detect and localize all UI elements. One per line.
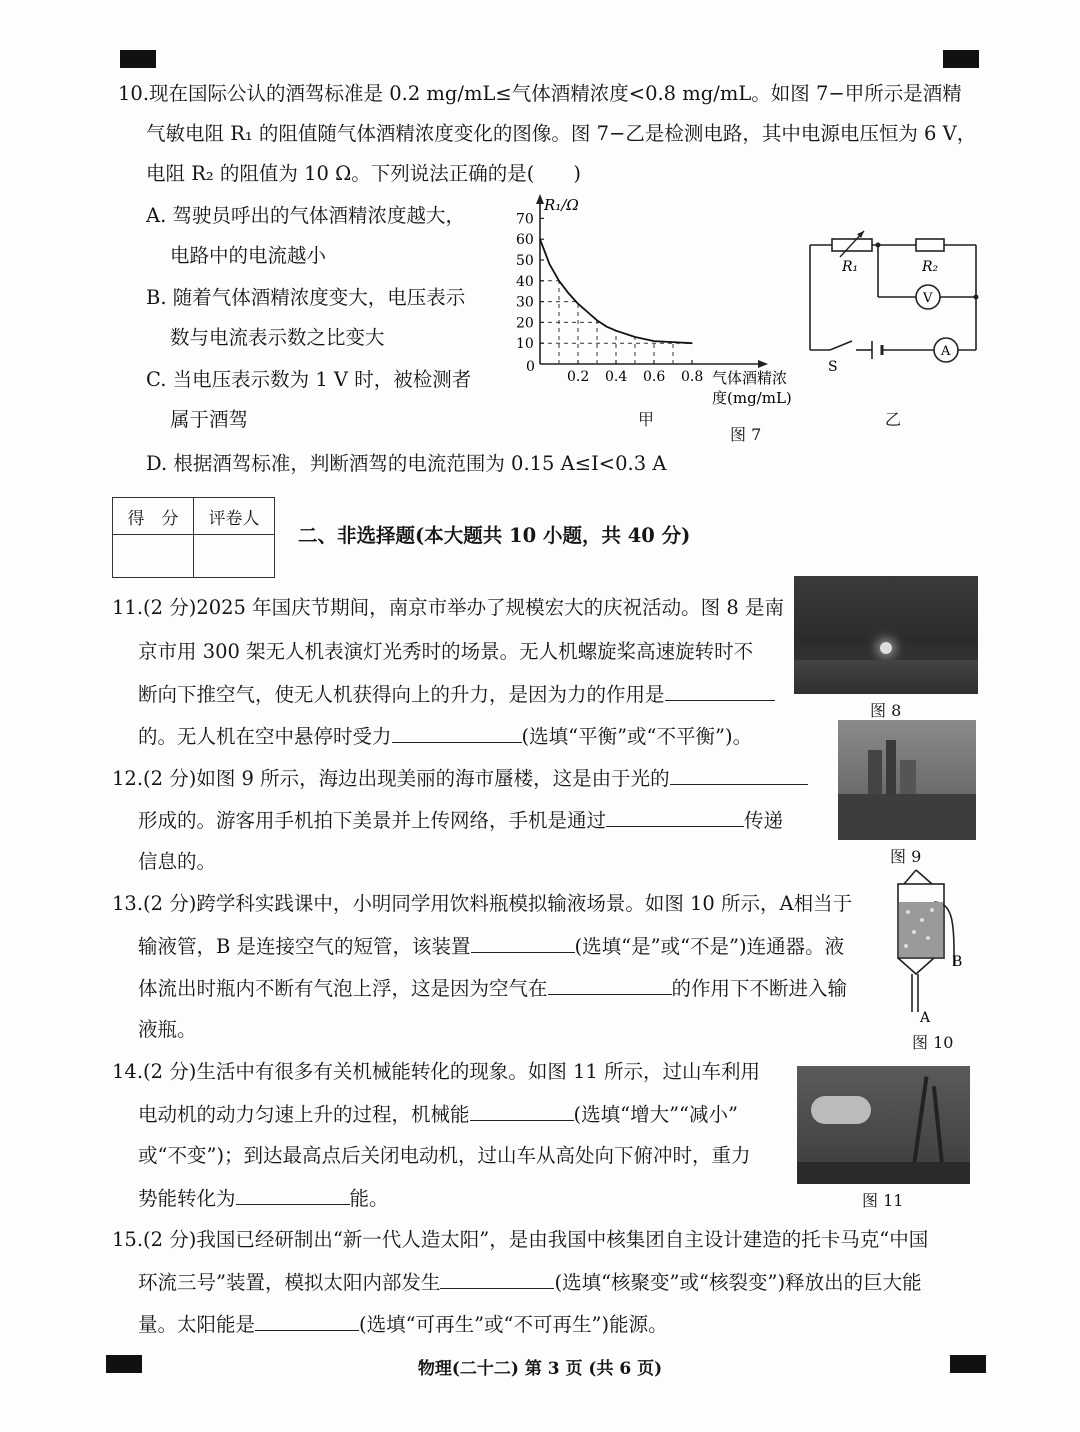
q13-line3-text-b: 的作用下不断进入输 [671, 977, 848, 1000]
q15-line2-text-a: 环流三号”装置，模拟太阳内部发生 [138, 1271, 441, 1294]
r1-curve [540, 239, 692, 343]
q14-line4-text-b: 能。 [349, 1187, 389, 1210]
fig7-circuit-caption: 乙 [885, 410, 902, 429]
q12-line2 [138, 806, 783, 834]
q13-line2-text-a: 输液管，B 是连接空气的短管，该装置 [138, 935, 471, 958]
mirage-photo [838, 720, 976, 840]
y-tick-label: 60 [516, 232, 534, 249]
q10-option-b-line1: B. 随着气体酒精浓度变大，电压表示 [146, 286, 466, 309]
curve-point [539, 239, 540, 240]
q11-line4 [138, 722, 752, 750]
y-tick-label: 50 [516, 253, 534, 269]
q15-line2 [138, 1268, 922, 1296]
r2-label: R₂ [922, 259, 939, 275]
q12-line1 [112, 764, 808, 792]
q10-option-c-line1: C. 当电压表示数为 1 V 时，被检测者 [146, 368, 472, 391]
q11-line2: 京市用 300 架无人机表演灯光秀时的场景。无人机螺旋桨高速旋转时不 [138, 640, 754, 663]
q13-line3-text-a: 体流出时瓶内不断有气泡上浮，这是因为空气在 [138, 977, 548, 1000]
q10-option-a-line1: A. 驾驶员呼出的气体酒精浓度越大， [146, 204, 465, 227]
y-axis-arrow [536, 194, 544, 204]
q12-line2-text-b: 传递 [744, 809, 784, 832]
curve-point [653, 341, 654, 342]
r2-resistor [916, 239, 944, 251]
section-2-title: 二、非选择题(本大题共 10 小题，共 40 分) [298, 524, 691, 547]
q11-line4-text-b: (选填“平衡”或“不平衡”)。 [521, 725, 753, 748]
q13-line2 [138, 932, 844, 960]
curve-point [577, 303, 578, 304]
q15-blank-1[interactable] [440, 1268, 554, 1289]
q12-line2-text-a: 形成的。游客用手机拍下美景并上传网络，手机是通过 [138, 809, 607, 832]
grader-cell[interactable] [194, 535, 275, 578]
q10-option-d: D. 根据酒驾标准，判断酒驾的电流范围为 0.15 A≤I<0.3 A [146, 452, 667, 475]
page-footer: 物理(二十二) 第 3 页 (共 6 页) [417, 1359, 663, 1379]
q14-blank-2[interactable] [236, 1184, 350, 1205]
y-tick-label: 70 [516, 211, 534, 228]
y-tick-label: 30 [516, 294, 534, 311]
curve-point [596, 320, 597, 321]
q14-line3: 或“不变”)；到达最高点后关闭电动机，过山车从高处向下俯冲时，重力 [138, 1144, 751, 1167]
q13-blank-1[interactable] [471, 932, 575, 953]
roller-coaster-photo [797, 1066, 970, 1184]
curve-point [558, 280, 559, 281]
origin-label: 0 [526, 359, 535, 375]
q14-line4 [138, 1184, 389, 1212]
label-a: A [920, 1010, 931, 1026]
fig7-graph-caption: 甲 [638, 410, 655, 429]
registration-mark-top-right [943, 50, 979, 68]
fig9-caption: 图 9 [890, 847, 922, 866]
x-axis-arrow [758, 360, 768, 368]
fig7-caption: 图 7 [730, 425, 762, 444]
r1-label: R₁ [842, 259, 859, 275]
x-tick-label: 0.8 [681, 369, 704, 385]
score-header: 得 分 [113, 498, 194, 535]
q14-line2 [138, 1100, 738, 1128]
x-axis-label-line1: 气体酒精浓 [712, 369, 788, 387]
y-tick-label: 40 [516, 273, 534, 290]
q15-blank-2[interactable] [255, 1310, 359, 1331]
curve-point [606, 326, 607, 327]
q10-option-a-line2: 电路中的电流越小 [170, 244, 327, 267]
curve-point [549, 264, 550, 265]
detection-circuit-diagram [800, 225, 990, 375]
y-tick-label: 10 [516, 336, 534, 353]
q14-line4-text-a: 势能转化为 [138, 1187, 236, 1210]
q10-line2: 气敏电阻 R₁ 的阻值随气体酒精浓度变化的图像。图 7−乙是检测电路，其中电源电压恒为 6 V， [146, 122, 977, 145]
q11-blank-2[interactable] [392, 722, 522, 743]
y-axis-label: R₁/Ω [544, 196, 579, 214]
score-cell[interactable] [113, 535, 194, 578]
score-table [112, 497, 275, 578]
curve-point [672, 342, 673, 343]
q14-line2-text-b: (选填“增大”“减小” [573, 1103, 738, 1126]
ammeter-label: A [941, 344, 951, 359]
q13-line4: 液瓶。 [138, 1018, 197, 1041]
curve-point [691, 343, 692, 344]
y-tick-label: 20 [516, 315, 534, 332]
q10-option-c-line2: 属于酒驾 [170, 408, 249, 431]
q11-line4-text-a: 的。无人机在空中悬停时受力 [138, 725, 392, 748]
q15-line3-text-b: (选填“可再生”或“不可再生”)能源。 [359, 1313, 668, 1336]
q15-line1: 15.(2 分)我国已经研制出“新一代人造太阳”，是由我国中核集团自主设计建造的托卡马克“中国 [112, 1228, 929, 1251]
curve-point [634, 336, 635, 337]
q12-blank-1[interactable] [670, 764, 808, 785]
x-tick-label: 0.6 [643, 369, 666, 385]
q10-option-b-line2: 数与电流表示数之比变大 [170, 326, 385, 349]
curve-point [568, 293, 569, 294]
resistance-concentration-graph [500, 186, 820, 406]
curve-point [615, 330, 616, 331]
q14-blank-1[interactable] [470, 1100, 574, 1121]
q12-line3: 信息的。 [138, 850, 217, 873]
voltmeter-label: V [923, 291, 933, 306]
q10-line3: 电阻 R₂ 的阻值为 10 Ω。下列说法正确的是( ) [146, 162, 581, 185]
x-tick-label: 0.2 [567, 369, 590, 385]
q15-line3 [138, 1310, 668, 1338]
registration-mark-top-left [120, 50, 156, 68]
grader-header: 评卷人 [194, 498, 275, 535]
fig10-caption: 图 10 [912, 1033, 954, 1052]
fig11-caption: 图 11 [862, 1191, 904, 1210]
q11-line3 [138, 680, 775, 708]
infusion-bottle-diagram [886, 862, 976, 1032]
q14-line1: 14.(2 分)生活中有很多有关机械能转化的现象。如图 11 所示，过山车利用 [112, 1060, 761, 1083]
q13-line2-text-b: (选填“是”或“不是”)连通器。液 [574, 935, 845, 958]
drone-light-show-photo [794, 576, 978, 694]
x-tick-label: 0.4 [605, 369, 628, 385]
q11-blank-1[interactable] [665, 680, 775, 701]
q13-line3 [138, 974, 847, 1002]
x-axis-label-line2: 度(mg/mL) [712, 389, 792, 406]
q11-line1: 11.(2 分)2025 年国庆节期间，南京市举办了规模宏大的庆祝活动。图 8 是南 [112, 596, 784, 619]
q15-line3-text-a: 量。太阳能是 [138, 1313, 256, 1336]
curve-point [587, 311, 588, 312]
q14-line2-text-a: 电动机的动力匀速上升的过程，机械能 [138, 1103, 470, 1126]
q15-line2-text-b: (选填“核聚变”或“核裂变”)释放出的巨大能 [554, 1271, 922, 1294]
q12-blank-2[interactable] [606, 806, 744, 827]
q13-line1: 13.(2 分)跨学科实践课中，小明同学用饮料瓶模拟输液场景。如图 10 所示，A相当于 [112, 892, 853, 915]
switch-label: S [828, 359, 838, 375]
q12-line1-text: 12.(2 分)如图 9 所示，海边出现美丽的海市蜃楼，这是由于光的 [112, 767, 670, 790]
q13-blank-2[interactable] [548, 974, 672, 995]
fig8-caption: 图 8 [870, 701, 902, 720]
q11-line3-text: 断向下推空气，使无人机获得向上的升力，是因为力的作用是 [138, 683, 665, 706]
label-b: B [952, 954, 963, 970]
q10-line1: 10.现在国际公认的酒驾标准是 0.2 mg/mL≤气体酒精浓度<0.8 mg/mL。如图 7−甲所示是酒精 [118, 82, 962, 105]
